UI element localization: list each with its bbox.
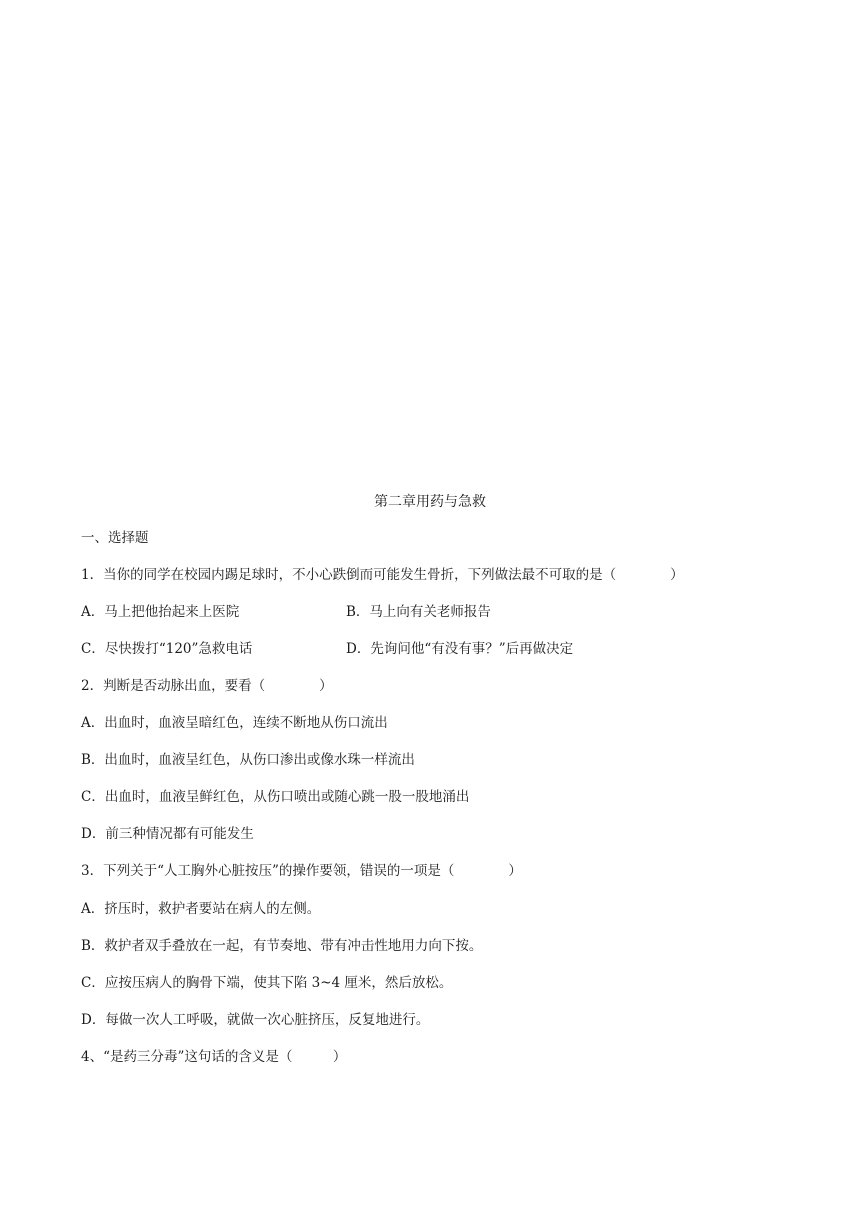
question-3-option-c: C．应按压病人的胸骨下端，使其下陷 3~4 厘米，然后放松。 [81,975,453,991]
question-3-option-d: D．每做一次人工呼吸，就做一次心脏挤压，反复地进行。 [81,1012,430,1028]
question-1-stem: 1．当你的同学在校园内踢足球时，不小心跌倒而可能发生骨折，下列做法最不可取的是（ ） [81,567,684,583]
chapter-title: 第二章用药与急救 [374,494,486,510]
question-2-option-c: C．出血时，血液呈鲜红色，从伤口喷出或随心跳一股一股地涌出 [81,789,470,805]
question-4-stem: 4、“是药三分毒”这句话的含义是（ ） [81,1049,347,1065]
question-1-option-a: A．马上把他抬起来上医院 [81,604,240,620]
question-2-stem: 2．判断是否动脉出血，要看（ ） [81,678,333,694]
question-2-option-b: B．出血时，血液呈红色，从伤口渗出或像水珠一样流出 [81,752,415,768]
question-3-stem: 3．下列关于“人工胸外心脏按压”的操作要领，错误的一项是（ ） [81,863,522,879]
question-1-option-c: C．尽快拨打“120”急救电话 [81,641,253,657]
question-2-option-a: A．出血时，血液呈暗红色，连续不断地从伤口流出 [81,715,388,731]
question-2-option-d: D．前三种情况都有可能发生 [81,826,254,842]
question-1-option-d: D．先询问他“有没有事？”后再做决定 [346,641,574,657]
question-3-option-b: B．救护者双手叠放在一起，有节奏地、带有冲击性地用力向下按。 [81,938,483,954]
question-3-option-a: A．挤压时，救护者要站在病人的左侧。 [81,901,321,917]
question-1-option-b: B．马上向有关老师报告 [346,604,491,620]
section-heading: 一、选择题 [81,530,149,546]
